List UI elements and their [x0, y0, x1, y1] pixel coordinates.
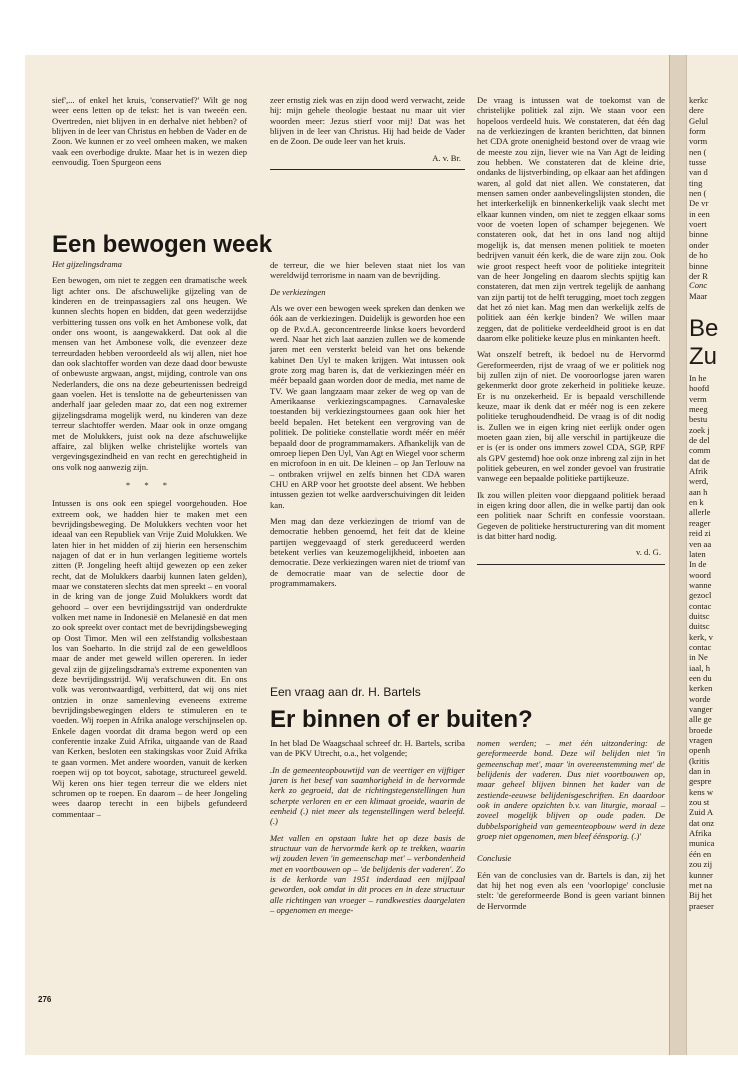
right-page-text-line: allerle	[689, 507, 711, 518]
right-page-text-line: reager	[689, 517, 711, 528]
right-page-text-line: Zuid A	[689, 807, 714, 818]
right-page-text-line: aan h	[689, 486, 708, 497]
right-page-heading-line: Zu	[689, 343, 718, 370]
article-title: Er binnen of er buiten?	[270, 706, 533, 733]
section-separator: * * *	[125, 479, 174, 490]
right-page-text-line: kens w	[689, 786, 714, 797]
right-page-text-line: Afrik	[689, 466, 708, 477]
right-page-text-line: ting	[689, 177, 703, 188]
divider-rule	[477, 564, 665, 565]
right-page-text-line: zou st	[689, 797, 710, 808]
column-1-top	[52, 95, 247, 173]
right-page-text-line: Maar	[689, 291, 708, 301]
right-page-section-label: Conc	[689, 280, 708, 290]
right-page-text-line: comm	[689, 445, 711, 456]
section-heading: De verkiezingen	[270, 286, 326, 297]
paragraph: Een bewogen, om niet te zeggen een dramatische week ligt achter ons. De afschuwelijke gijzeling van de kinderen en de treinpassagiers zal ons heugen. We kunnen slechts hopen en bidden, dat geen wederzijdse verbittering tussen ons volk en het Ambonese volk, dat onder ons woont, is aangewakkerd. Dat ook al die mensen van het Ambonese volk, die evenzeer deze terreurdaden hebben veroordeeld als wij allen, niet hoe dan ook slachtoffer worden van deze daad door bewuste of onbewuste argwaan, angst, mijding, controle van ons Nederlanders, die ons na deze gebeurtenissen bedreigd gaan voelen. Het is tenslotte na de gebeurtenissen van anderhalf jaar geleden maar zo, dat een nog extremer gijzelingsdrama mogelijk werd, nu kinderen van deze terreur slachtoffer werden. Maar ook in onze omgang met de Molukkers, juist ook na deze afschuwelijke affaire, zal blijken welke christelijke wortels van vergevingsgezindheid en van recht en gerechtigheid in ons volk nog aanwezig zijn.	[52, 275, 247, 472]
right-page-text-line: vorm	[689, 136, 708, 147]
right-page-text-line: contac	[689, 600, 712, 611]
right-page-text-line: voert	[689, 219, 707, 230]
right-page-text-line: In he	[689, 373, 707, 383]
right-page-text-line: ven aa	[689, 538, 712, 549]
right-page-text-line: duitsc	[689, 621, 710, 632]
right-page-text-line: gespre	[689, 776, 712, 787]
column-2-top	[270, 95, 465, 170]
magazine-page	[25, 55, 738, 1055]
right-page-top-text	[689, 95, 738, 281]
right-page-text-line: Afrika	[689, 828, 712, 839]
paragraph: Intussen is ons ook een spiegel voorgehouden. Hoe extreem ook, we hadden hier te maken met een bevrijdingsbeweging. De Molukkers vechten voor het ideaal van een Republiek van Vrije Zuid Molukken. We laten hier in het midden of zij hierin een hersenschim najagen of dat er in hun verlangen legitieme wortels zitten (P. Jongeling heeft altijd gewezen op een zeker recht, dat de Molukkers daarbij kunnen laten gelden), maar we constateren slechts dat men spreekt – en vooral in de kring van de jonge Zuid Molukkers wordt dat gehoord – over een bevrijdingsstrijd van onderdrukte volken met name in Indonesië en Melanesië en dat men zo ook spreekt over contact met de bevrijdingsbeweging op Oost Timor. Men wil een zelfstandig volksbestaan los van Soeharto. In die strijd zal de een geweldloos maar de ander met geweld willen opereren. In ieder geval zijn de gijzelingsdrama's extreme exponenten van deze bevrijdingsstrijd. Wij verafschuwen dit. En ons volk was verontwaardigd, verbitterd, dat wij ons niet ontzien in onze samenleving eveneens extreme bevrijdingsbewegingen elders te stimuleren en te voeden. Wij roepen in Afrika analoge verschijnselen op. Enkele dagen voordat dit drama begon werd op een conferentie inzake Zuid Afrika, uitgaande van de Raad van Kerken, besloten een stakingskas voor Zuid Afrika te gaan vormen. Met andere woorden, vanuit de kerken roepen wij op tot boycot, sabotage, structureel geweld. Wij keren ons hier tegen terreur die we elders niet schromen op te roepen. En daarom – de heer Jongeling wees daarop terecht in een bijbels gefundeerd commentaar –	[52, 498, 247, 819]
page-fold	[669, 55, 687, 1055]
right-page-text-line: kerk, v	[689, 631, 713, 642]
right-page-text-line: binne	[689, 260, 709, 271]
right-page-text-line: kerkc	[689, 95, 709, 105]
right-page-text-line: een du	[689, 672, 712, 683]
article1-column-3	[477, 95, 665, 565]
continued-text-end: zeer ernstig ziek was en zijn dood werd verwacht, zeide hij: mijn gehele theologie bestaat nu maar uit vier woorden meer: Jezus stierf voor mij! Dat was het blijven in de leer van Christus. Hij had beide de Vader en de Zoon. De oude leer van het kruis.	[270, 95, 465, 147]
section-heading: Conclusie	[477, 853, 512, 864]
right-page-text-line: verm	[689, 393, 707, 404]
right-page-text-line: nen (	[689, 188, 707, 199]
paragraph: De vraag is intussen wat de toekomst van de christelijke politiek zal zijn. We staan voor een hopeloos verdeeld huis. We constateren, dat één dag na de verkiezingen de kranten berichtten, dat binnen het CDA grote onenigheid bestond over de vraag wie de meeste zou zijn, liever wie na Van Agt de leiding zou hebben. We constateren dat de kleine drie, ondanks de lijstverbinding, op elkaar aan het afdingen waren, al gold dat niet allen. We constateren, dat mensen samen onder aanbevelingslijsten stonden, die het interkerkelijk en binnenkerkelijk vaak slecht met elkaar kunnen vinden, om niet te zeggen elkaar soms voor de voeten lopen of schamper bejegenen. We constateren ook, dat het in ons land nog altijd mogelijk is, dat mensen menen politiek te moeten bedrijven vanuit één kerk, die de ware zijn zou. Ook wie groot respect heeft voor de politieke integriteit van de heer Jongeling en daarom slechts spijtig kan constateren, dat men zijn vertrek tegelijk de aanhang van zijn partij tot de helft terugging, moet toch zeggen dat het zó niet kan. Mag men dan werkelijk zelfs de politiek aan één kerkje binden? We willen maar zeggen, dat de politieke verdeeldheid groot is en dat daarom elke politieke keuze plus en minkanten heeft.	[477, 95, 665, 343]
right-page-text-line: alle ge	[689, 714, 712, 725]
article-kicker: Een vraag aan dr. H. Bartels	[270, 685, 421, 699]
article-title: Een bewogen week	[52, 231, 273, 258]
right-page-text-line: en k	[689, 497, 704, 508]
quotation: .In de gemeenteopbouwtijd van de veertiger en vijftiger jaren is het besef van saamhorigheid in de hervormde kerk zo gegroeid, dat de richtingstegenstellingen hun scherpte verloren en er een klimaat groeide, waarin de eenheid (.) niet meer als tegenstellingen werd beleefd. (.)	[270, 764, 465, 827]
right-page-text-line: één en	[689, 848, 712, 859]
right-page-text-line: van d	[689, 167, 708, 178]
right-page-heading	[689, 315, 738, 371]
right-page-text-line: Bij het	[689, 890, 713, 901]
author-signature-top: A. v. Br.	[432, 152, 461, 163]
right-page-text-line: duitsc	[689, 610, 710, 621]
quotation: Met vallen en opstaan lukte het op deze basis de structuur van de hervormde kerk op te trekken, waarin wij zouden leven 'in gemeenschap met' – verbondenheid met en voortbouwen op – 'de belijdenis der vaderen'. Zo is de kerkorde van 1951 inderdaad een mijlpaal geworden, ook omdat in dit proces en in deze structuur alle richtingen van vroeger – randkwesties daargelaten – opgenomen en meege-	[270, 832, 465, 916]
article1-column-1	[52, 259, 247, 825]
article2-column-2	[477, 738, 665, 917]
right-page-text-line: de ho	[689, 250, 708, 261]
right-page-text-line: reid zi	[689, 528, 711, 539]
paragraph: In het blad De Waagschaal schreef dr. H. Bartels, scriba van de PKV Utrecht, o.a., het volgende;	[270, 738, 465, 759]
right-page-text-line: in Ne	[689, 652, 708, 663]
right-page-text-line: dere	[689, 105, 704, 116]
right-page-text-line: Gelul	[689, 115, 709, 126]
right-page-text-line: kerken	[689, 683, 713, 694]
right-page-text-line: (kritis	[689, 755, 710, 766]
right-page-heading-line: Be	[689, 315, 719, 342]
right-page-text-line: wanne	[689, 579, 712, 590]
right-page-text-line: in een	[689, 208, 710, 219]
right-page-text-line: laten	[689, 548, 706, 559]
right-page-text-line: openh	[689, 745, 711, 756]
right-page-text-line: gezocl	[689, 590, 712, 601]
article2-column-1	[270, 738, 465, 922]
right-page-text-line: met na	[689, 879, 713, 890]
right-page-text-line: iaal, h	[689, 662, 710, 673]
right-page-text-line: kunner	[689, 869, 713, 880]
right-page-text-line: der R	[689, 270, 708, 281]
article-subtitle: Het gijzelingsdrama	[52, 259, 122, 269]
right-page-text-line: de del	[689, 435, 710, 446]
right-page-text-line: dat onz	[689, 817, 715, 828]
right-page-text-line: dat de	[689, 455, 710, 466]
paragraph: Als we over een bewogen week spreken dan denken we óók aan de verkiezingen. Duidelijk is geworden hoe een op de P.v.d.A. geconcentreerde linkse koers bevorderd werd. Naar het zich laat aanzien zullen we de komende jaren met een versterkt beleid van het ons bekende kabinet Den Uyl te maken krijgen. Wat intussen ook grote zorg mag baren is, dat de verkiezingen méér en méér bepaald gaan worden door de media, met name de TV. We gaan langzaam maar zeker de weg op van de Amerikaanse verkiezingscampagnes. Carnavaleske toestanden bij verkiezingstournees gaan ook hier het beeld bepalen. Het betekent een vergroving van de politiek. De politieke constellatie wordt méér en méér bepaald door de programmamakers. Afhankelijk van de omroep liepen Den Uyl, Van Agt en Wiegel voor scherm en microfoon in en uit. De kleinen – op Jan Terlouw na – ontbraken vrijwel en zelfs binnen het CDA waren CHU en ARP voor het grootste deel absent. We hebben intussen gezien tot welke aardverschuivingen dit leiden kan.	[270, 303, 465, 510]
right-page-text-line: form	[689, 126, 706, 137]
paragraph: Wat onszelf betreft, ik bedoel nu de Hervormd Gereformeerden, rijst de vraag of we er politiek nog bij zullen zijn of niet. De vooroorlogse jaren waren gekenmerkt door grote zekerheid in politieke keuze. Er is nu onzekerheid. Er is bepaald verschillende keuze, maar ik denk dat er méér nog is een zekere politieke terughoudendheid. De vraag is of dit nodig is. Zullen we in eigen kring niet eerlijk onder ogen moeten gaan zien, bij alle verschil in partijkeuze die er is (er is onder ons immers zowel CDA, SGP, RPF als GPV gestemd) hoe ook onze inbreng zal zijn in het politiek gebeuren, en wel zonder gevoel van frustratie vanwege een bepaalde politieke partijkeuze.	[477, 349, 665, 484]
right-page-text-line: zoek j	[689, 424, 710, 435]
right-page-text-line: In de	[689, 559, 707, 570]
right-page-text-line: contac	[689, 641, 712, 652]
right-page-text-line: vanger	[689, 704, 713, 714]
article1-column-2	[270, 260, 465, 594]
right-page-text-line: worde	[689, 693, 711, 704]
right-page-text-line: zou zij	[689, 859, 713, 870]
right-page-text-line: hoofd	[689, 383, 710, 394]
right-page-text-line: praeser	[689, 900, 714, 911]
right-page-text-line: broede	[689, 724, 713, 735]
right-page-text-line: meeg	[689, 404, 708, 415]
right-page-text-line: tusse	[689, 157, 707, 168]
right-page-text-line: De vr	[689, 198, 709, 209]
right-page-text-line: onder	[689, 239, 709, 250]
paragraph: Men mag dan deze verkiezingen de triomf van de democratie hebben genoemd, het feit dat de kleine partijen weggevaagd of sterk gereduceerd werden betekent verlies van keuzemogelijkheid, inboeten aan democratie. Deze verkiezingen waren niet de triomf van de democratie maar van de selectie door de programmamakers.	[270, 515, 465, 588]
right-page-text-line: bestu	[689, 414, 708, 425]
right-page-text-line: nen (	[689, 146, 707, 157]
right-page-text-line: munica	[689, 838, 715, 849]
paragraph: de terreur, die we hier beleven staat niet los van wereldwijd terrorisme in naam van de bevrijding.	[270, 260, 465, 281]
quotation: nomen werden; – met één uitzondering: de gereformeerde bond. Deze wil belijden niet 'in gemeenschap met', maar 'in overeenstemming met' de belijdenis der vaderen. Dus niet voortbouwen op, maar geheel blijven binnen het kader van de zestiende-eeuwse belijdenisgeschriften. En daardoor ook in andere opzichten b.v. van liturgie, moraal – zoveel mogelijk blijven op oude paden. De dubbelsporigheid van gemeenteopbouw werd in deze groep niet opgenomen, men bleef éénsporig. (.)'	[477, 738, 665, 842]
continued-text: sief',... of enkel het kruis, 'conservatief?' Wilt ge nog weer eens letten op de tekst: het is van tweeën een. Overtreden, niet blijven in en derhalve niet hebben? of blijven in de leer van Christus en hebben de Vader en de Zoon. We kunnen er zo veel omheen maken, we maken vaak een overbodige drukte. Maar het is in wezen diep eenvoudig. Toen Spurgeon eens	[52, 95, 247, 168]
page-number: 276	[38, 995, 52, 1004]
paragraph: Eén van de conclusies van dr. Bartels is dan, zij het dat hij het nog even als een 'voorlopige' conclusie stelt: 'de gereformeerde Bond is geen variant binnen de Hervormde	[477, 869, 665, 911]
right-page-text-line: werd,	[689, 476, 709, 487]
divider-rule	[270, 169, 465, 170]
right-page-text-line: woord	[689, 569, 711, 580]
right-page-text-line: vragen	[689, 735, 713, 746]
right-page-text-line: dan in	[689, 766, 711, 777]
paragraph: Ik zou willen pleiten voor diepgaand politiek beraad in eigen kring door allen, die in welke partij dan ook een politiek naar Schrift en confessie voorstaan. Gegeven de politieke herstructurering van dit moment is dat bitter hard nodig.	[477, 489, 665, 542]
right-page-text-line: binne	[689, 229, 709, 240]
right-page-body-text	[689, 373, 738, 911]
author-signature: v. d. G.	[636, 547, 661, 558]
